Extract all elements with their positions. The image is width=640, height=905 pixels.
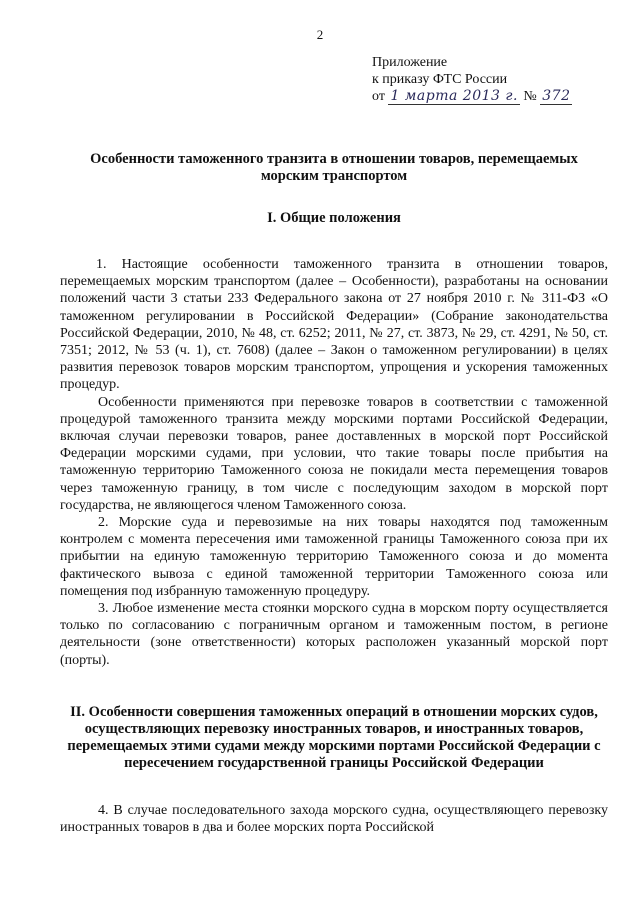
paragraph-1-continued: Особенности применяются при перевозке товаров в соответствии с таможенной процедурой таможенного транзита между морскими портами Российской Федерации, включая случаи перевозки товаров, ранее доставленных в морской порт Российской Федерации морскими судами, при условии, что такие товары после прибытия на таможенную территорию Таможенного союза не покидали места перемещения товаров через таможенную границу, в том числе с последующим заходом в морской порт государства, не являющегося членом Таможенного союза. — [60, 394, 608, 513]
paragraph-2: 2. Морские суда и перевозимые на них товары находятся под таможенным контролем с момента пересечения ими таможенной границы Таможенного союза при их прибытии на единую таможенную территорию Таможенного союза и до момента фактического вывоза с единой таможенной территории Таможенного союза или помещения под избранную таможенную процедуру. — [60, 515, 608, 599]
section-2-heading: II. Особенности совершения таможенных операций в отношении морских судов, осуществляющих перевозку иностранных товаров, и иностранных товаров, перемещаемых этими судами между морскими портами Российской Федерации с пересечением государственной границы Российской Федерации — [67, 704, 601, 771]
handwritten-number-field — [540, 89, 572, 105]
section-1-body — [60, 256, 608, 669]
section-1-heading: I. Общие положения — [267, 210, 401, 226]
paragraph-4: 4. В случае последовательного захода морского судна, осуществляющего перевозку иностранных товаров в два и более морских порта Российской — [60, 803, 608, 836]
handwritten-date: 1 марта 2013 г. — [390, 88, 518, 104]
appendix-order: к приказу ФТС России — [372, 72, 508, 87]
appendix-title: Приложение — [372, 55, 448, 70]
appendix-date-line — [372, 88, 572, 105]
date-prefix: от — [372, 89, 385, 104]
page-number: 2 — [316, 27, 324, 42]
number-sign: № — [523, 89, 537, 104]
appendix-block — [372, 54, 572, 105]
handwritten-date-field — [388, 89, 519, 105]
paragraph-1: 1. Настоящие особенности таможенного транзита в отношении товаров, перемещаемых морским транспортом (далее – Особенности), разработаны на основании положений части 3 статьи 233 Федерального закона от 27 ноября 2010 г. № 311-ФЗ «О таможенном регулировании в Российской Федерации» (Собрание законодательства Российской Федерации, 2010, № 48, ст. 6252; 2011, № 27, ст. 3873, № 29, ст. 4291, № 50, ст. 7351; 2012, № 53 (ч. 1), ст. 7608) (далее – Закон о таможенном регулировании) в целях развития перевозок товаров морским транспортом, упрощения и ускорения таможенных процедур. — [60, 257, 608, 393]
paragraph-3: 3. Любое изменение места стоянки морского судна в морском порту осуществляется только по согласованию с пограничным органом и таможенным постом, в регионе деятельности (зоне ответственности) которых расположен указанный морской порт (порты). — [60, 601, 608, 668]
handwritten-number: 372 — [542, 88, 571, 104]
section-2-body — [60, 802, 608, 836]
document-title: Особенности таможенного транзита в отношении товаров, перемещаемых морским транспортом — [90, 151, 578, 184]
